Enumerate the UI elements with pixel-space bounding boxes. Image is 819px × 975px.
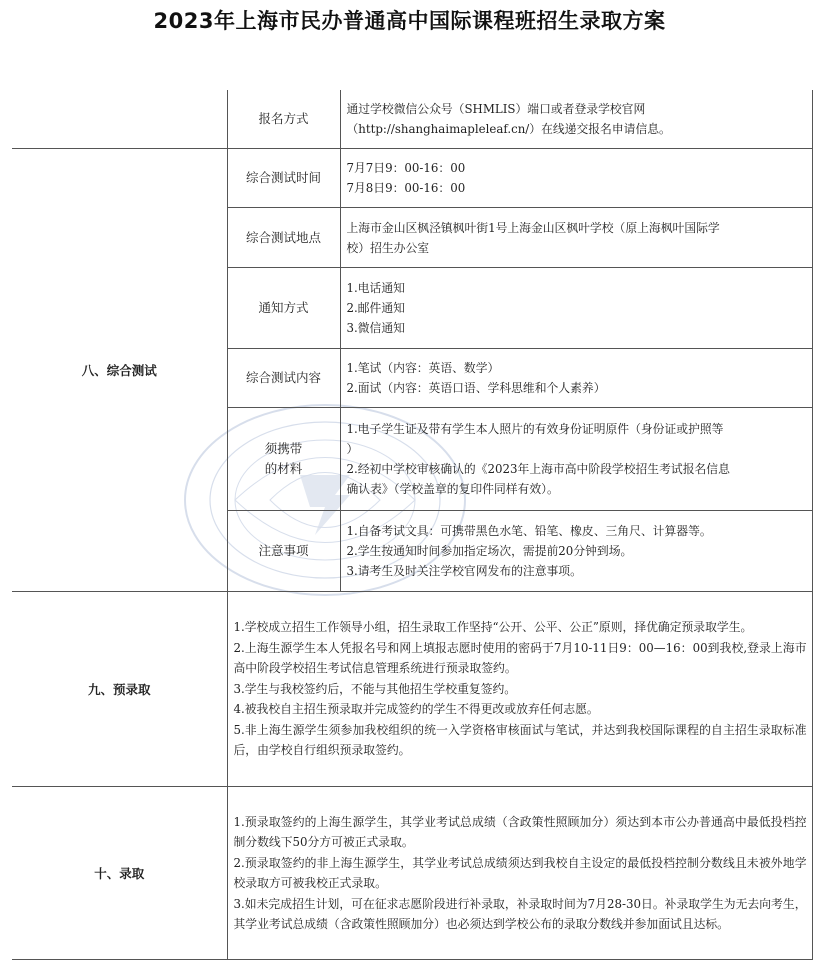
notes-label: 注意事项	[258, 543, 309, 558]
content-line: ）	[346, 442, 359, 456]
content-line: 7月8日9：00-16：00	[346, 181, 466, 195]
row-label-cell	[227, 268, 340, 349]
row-content-cell	[340, 511, 812, 592]
content-line: 3.请考生及时关注学校官网发布的注意事项。	[346, 564, 582, 578]
paragraph: 1.预录取签约的上海生源学生，其学业考试总成绩（含政策性照顾加分）须达到本市公办普通高中最低投档控制分数线下50分方可被正式录取。	[233, 814, 807, 849]
materials-label-line: 的材料	[264, 461, 303, 476]
paragraph: 2.预录取签约的非上海生源学生，其学业考试总成绩须达到我校自主设定的最低投档控制分数线且未被外地学校录取方可被我校正式录取。	[233, 855, 807, 890]
section-continuation-cell	[12, 90, 227, 149]
notification-method-label: 通知方式	[258, 300, 309, 315]
table-row	[12, 592, 812, 787]
content-line: 1.自备考试文具：可携带黑色水笔、铅笔、橡皮、三角尺、计算器等。	[346, 524, 712, 538]
test-content-label: 综合测试内容	[245, 370, 321, 385]
section10-content-cell	[227, 787, 812, 960]
section-heading-cell	[12, 149, 227, 592]
section9-content-cell	[227, 592, 812, 787]
content-line: 2.经初中学校审核确认的《2023年上海市高中阶段学校招生考试报名信息	[346, 462, 730, 476]
row-content-cell	[340, 349, 812, 408]
row-label-cell	[227, 408, 340, 511]
content-line: 7月7日9：00-16：00	[346, 161, 466, 175]
content-line: 1.电子学生证及带有学生本人照片的有效身份证明原件（身份证或护照等	[346, 422, 724, 436]
registration-line: （http://shanghaimapleleaf.cn/）在线递交报名申请信息。	[346, 122, 671, 136]
document-title: 2023年上海市民办普通高中国际课程班招生录取方案	[153, 9, 666, 33]
materials-label-line: 须携带	[264, 441, 303, 456]
test-location-label: 综合测试地点	[245, 229, 321, 245]
content-line: 3.微信通知	[346, 321, 405, 335]
section-heading-cell	[12, 592, 227, 787]
paragraph: 3.如未完成招生计划，可在征求志愿阶段进行补录取，补录取时间为7月28-30日。补录取学生为无去向考生，其学业考试总成绩（含政策性照顾加分）也必须达到学校公布的录取分数线并参加面试且达标。	[233, 896, 807, 931]
row-label-cell	[227, 90, 340, 149]
content-line: 上海市金山区枫泾镇枫叶街1号上海金山区枫叶学校（原上海枫叶国际学	[346, 220, 720, 235]
section-heading-cell	[12, 787, 227, 960]
row-label-cell	[227, 349, 340, 408]
paragraph: 3.学生与我校签约后，不能与其他招生学校重复签约。	[233, 681, 517, 696]
row-label-cell	[227, 208, 340, 268]
content-line: 2.学生按通知时间参加指定场次，需提前20分钟到场。	[346, 544, 633, 558]
paragraph: 5.非上海生源学生须参加我校组织的统一入学资格审核面试与笔试，并达到我校国际课程的自主招生录取标准后，由学校自行组织预录取签约。	[233, 722, 807, 758]
content-line: 确认表》（学校盖章的复印件同样有效）。	[346, 482, 559, 496]
row-content-cell	[340, 149, 812, 208]
content-line: 1.笔试（内容：英语、数学）	[346, 361, 500, 375]
content-line: 校）招生办公室	[346, 240, 430, 255]
row-content-cell	[340, 208, 812, 268]
row-label-cell	[227, 511, 340, 592]
table-row	[12, 149, 812, 208]
content-line: 2.面试（内容：英语口语、学科思维和个人素养）	[346, 381, 606, 395]
paragraph: 1.学校成立招生工作领导小组，招生录取工作坚持“公开、公平、公正”原则，择优确定预录取学生。	[233, 620, 753, 635]
row-label-cell	[227, 149, 340, 208]
content-line: 1.电话通知	[346, 281, 405, 295]
section9-heading: 九、预录取	[87, 682, 151, 697]
registration-row	[12, 90, 812, 149]
registration-label: 报名方式	[258, 111, 309, 126]
paragraph: 2.上海生源学生本人凭报名号和网上填报志愿时使用的密码于7月10-11日9：00—16：00到我校,登录上海市高中阶段学校招生考试信息管理系统进行预录取签约。	[233, 640, 807, 676]
row-content-cell	[340, 408, 812, 511]
section10-heading: 十、录取	[94, 866, 145, 881]
test-time-label: 综合测试时间	[245, 170, 321, 185]
paragraph: 4.被我校自主招生预录取并完成签约的学生不得更改或放弃任何志愿。	[233, 702, 599, 717]
section8-heading: 八、综合测试	[81, 363, 157, 378]
table-row	[12, 787, 812, 960]
content-line: 2.邮件通知	[346, 301, 405, 315]
row-content-cell	[340, 268, 812, 349]
registration-line: 通过学校微信公众号（SHMLIS）端口或者登录学校官网	[346, 102, 646, 116]
admission-plan-table	[12, 90, 812, 960]
row-content-cell	[340, 90, 812, 149]
